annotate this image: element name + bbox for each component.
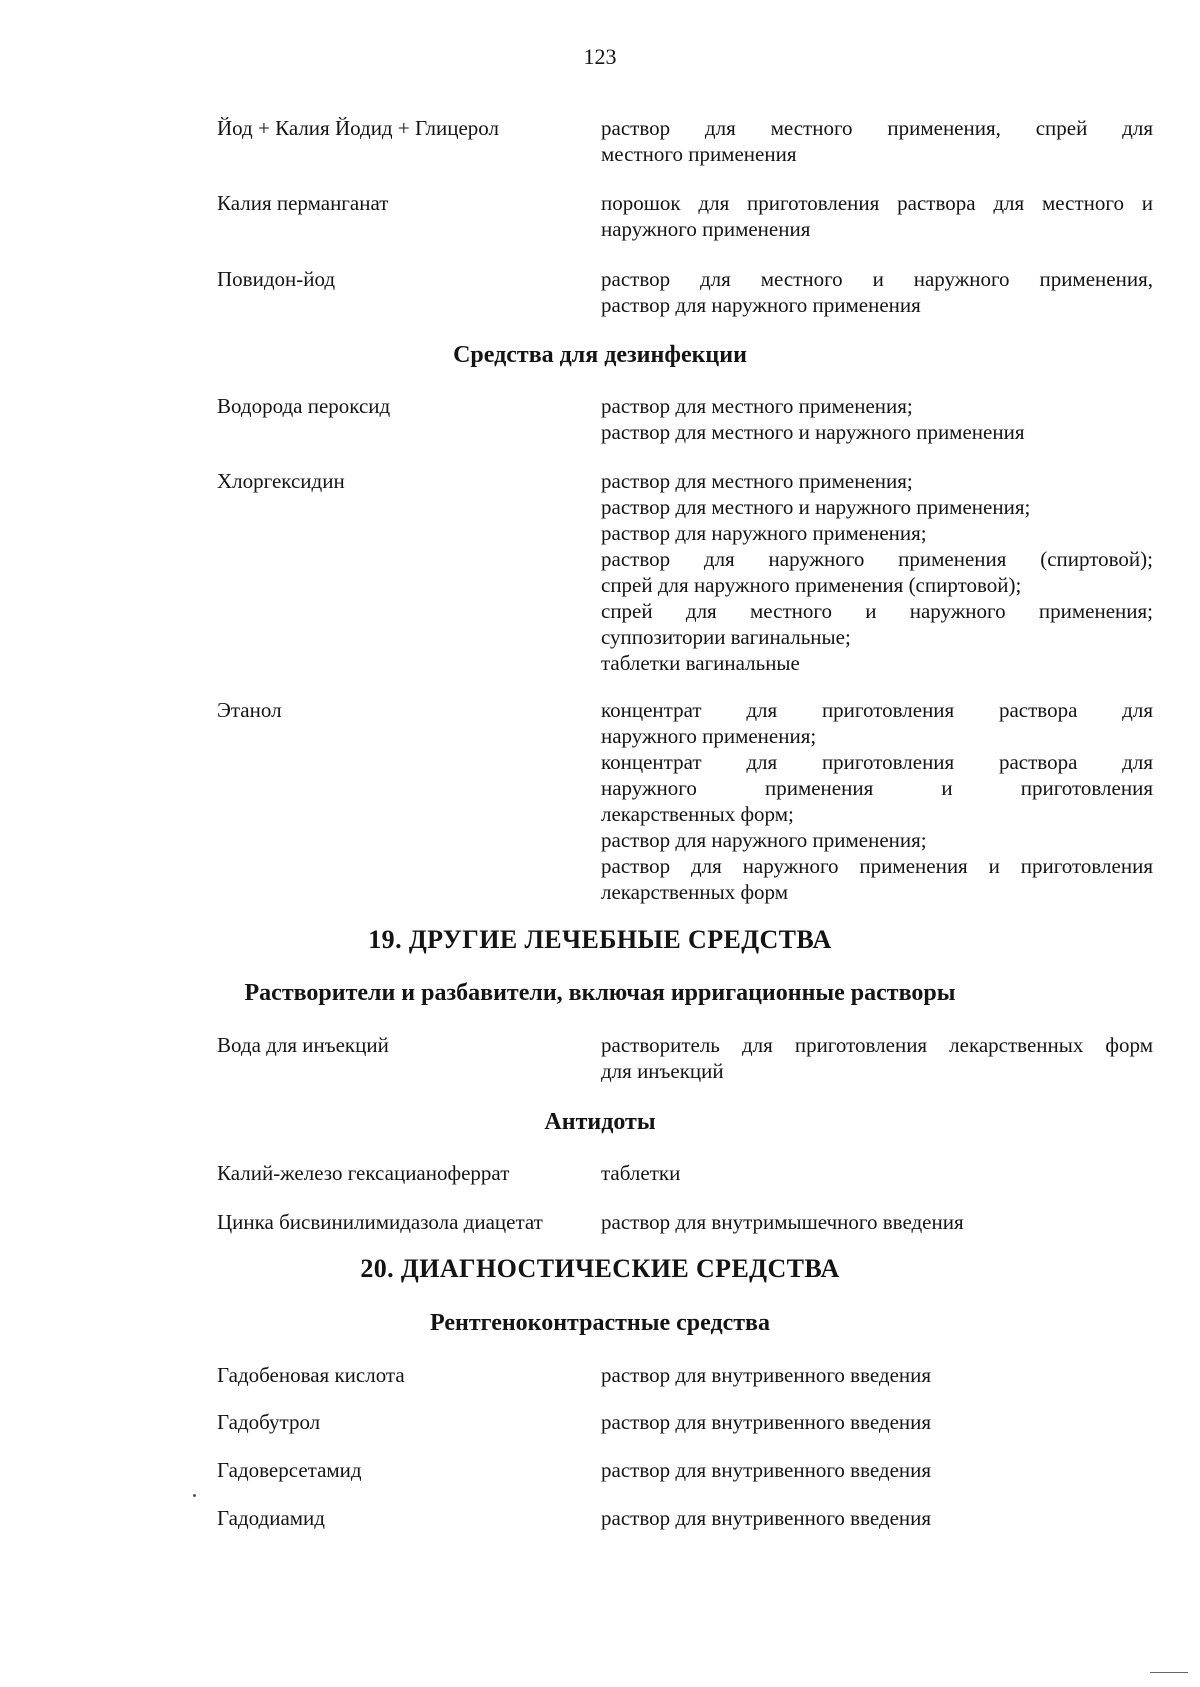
form-line: лекарственных форм; [601,802,794,826]
form-line: раствор для наружного применения [601,293,921,317]
form-line: спрей для наружного применения (спиртовой); [601,573,1022,597]
chapter-heading: 20. ДИАГНОСТИЧЕСКИЕ СРЕДСТВА [360,1254,840,1283]
drug-name: Хлоргексидин [217,469,345,493]
form-line: раствор для наружного применения; [601,521,927,545]
form-line: порошок для приготовления раствора для местного и [601,191,1153,215]
section-heading: Растворители и разбавители, включая ирригационные растворы [244,980,956,1006]
dosage-forms [601,115,1153,167]
drug-name: Гадобеновая кислота [217,1363,405,1387]
form-line: таблетки [601,1161,681,1185]
dosage-forms [601,266,1153,318]
form-line: растворитель для приготовления лекарственных форм [601,1033,1153,1057]
form-line: раствор для местного применения, спрей для [601,116,1153,140]
section-heading: Рентгеноконтрастные средства [430,1310,770,1336]
form-line: наружного применения [601,217,811,241]
dosage-forms [601,1032,1153,1084]
dosage-forms [601,1409,1153,1435]
dosage-forms [601,1505,1153,1531]
dosage-forms [601,697,1153,905]
drug-name: Вода для инъекций [217,1033,389,1057]
scan-mark [1150,1672,1188,1673]
form-line: спрей для местного и наружного применения; [601,599,1153,623]
dosage-forms [601,468,1153,676]
page-number: 123 [583,44,617,69]
dosage-forms [601,1160,1153,1186]
form-line: раствор для внутривенного введения [601,1458,932,1482]
section-heading: Антидоты [544,1109,656,1135]
form-line: раствор для наружного применения; [601,828,927,852]
form-line: раствор для местного и наружного применения; [601,495,1031,519]
dosage-forms [601,190,1153,242]
form-line: таблетки вагинальные [601,651,800,675]
form-line: раствор для внутривенного введения [601,1410,932,1434]
drug-name: Повидон-йод [217,267,336,291]
form-line: раствор для местного применения; [601,469,913,493]
form-line: концентрат для приготовления раствора для [601,750,1153,774]
form-line: раствор для внутривенного введения [601,1363,932,1387]
form-line: раствор для наружного применения и приготовления [601,854,1153,878]
drug-name: Гадодиамид [217,1506,325,1530]
chapter-heading: 19. ДРУГИЕ ЛЕЧЕБНЫЕ СРЕДСТВА [368,925,832,954]
form-line: местного применения [601,142,797,166]
form-line: лекарственных форм [601,880,789,904]
dosage-forms [601,1362,1153,1388]
scan-speck [193,1494,196,1497]
form-line: суппозитории вагинальные; [601,625,851,649]
form-line: раствор для местного и наружного применения, [601,267,1153,291]
drug-name: Цинка бисвинилимидазола диацетат [217,1210,543,1234]
form-line: концентрат для приготовления раствора для [601,698,1153,722]
section-heading: Средства для дезинфекции [453,342,747,368]
form-line: наружного применения и приготовления [601,776,1153,800]
form-line: раствор для местного и наружного применения [601,420,1025,444]
drug-name: Водорода пероксид [217,394,391,418]
drug-name: Гадоверсетамид [217,1458,362,1482]
form-line: раствор для внутримышечного введения [601,1210,964,1234]
form-line: раствор для внутривенного введения [601,1506,932,1530]
form-line: для инъекций [601,1059,724,1083]
form-line: раствор для местного применения; [601,394,913,418]
drug-name: Гадобутрол [217,1410,321,1434]
drug-name: Калия перманганат [217,191,389,215]
drug-name: Этанол [217,698,282,722]
dosage-forms [601,1209,1153,1235]
dosage-forms [601,393,1153,445]
drug-name: Йод + Калия Йодид + Глицерол [217,116,500,140]
drug-name: Калий-железо гексацианоферрат [217,1161,510,1185]
dosage-forms [601,1457,1153,1483]
form-line: наружного применения; [601,724,817,748]
form-line: раствор для наружного применения (спиртовой); [601,547,1153,571]
